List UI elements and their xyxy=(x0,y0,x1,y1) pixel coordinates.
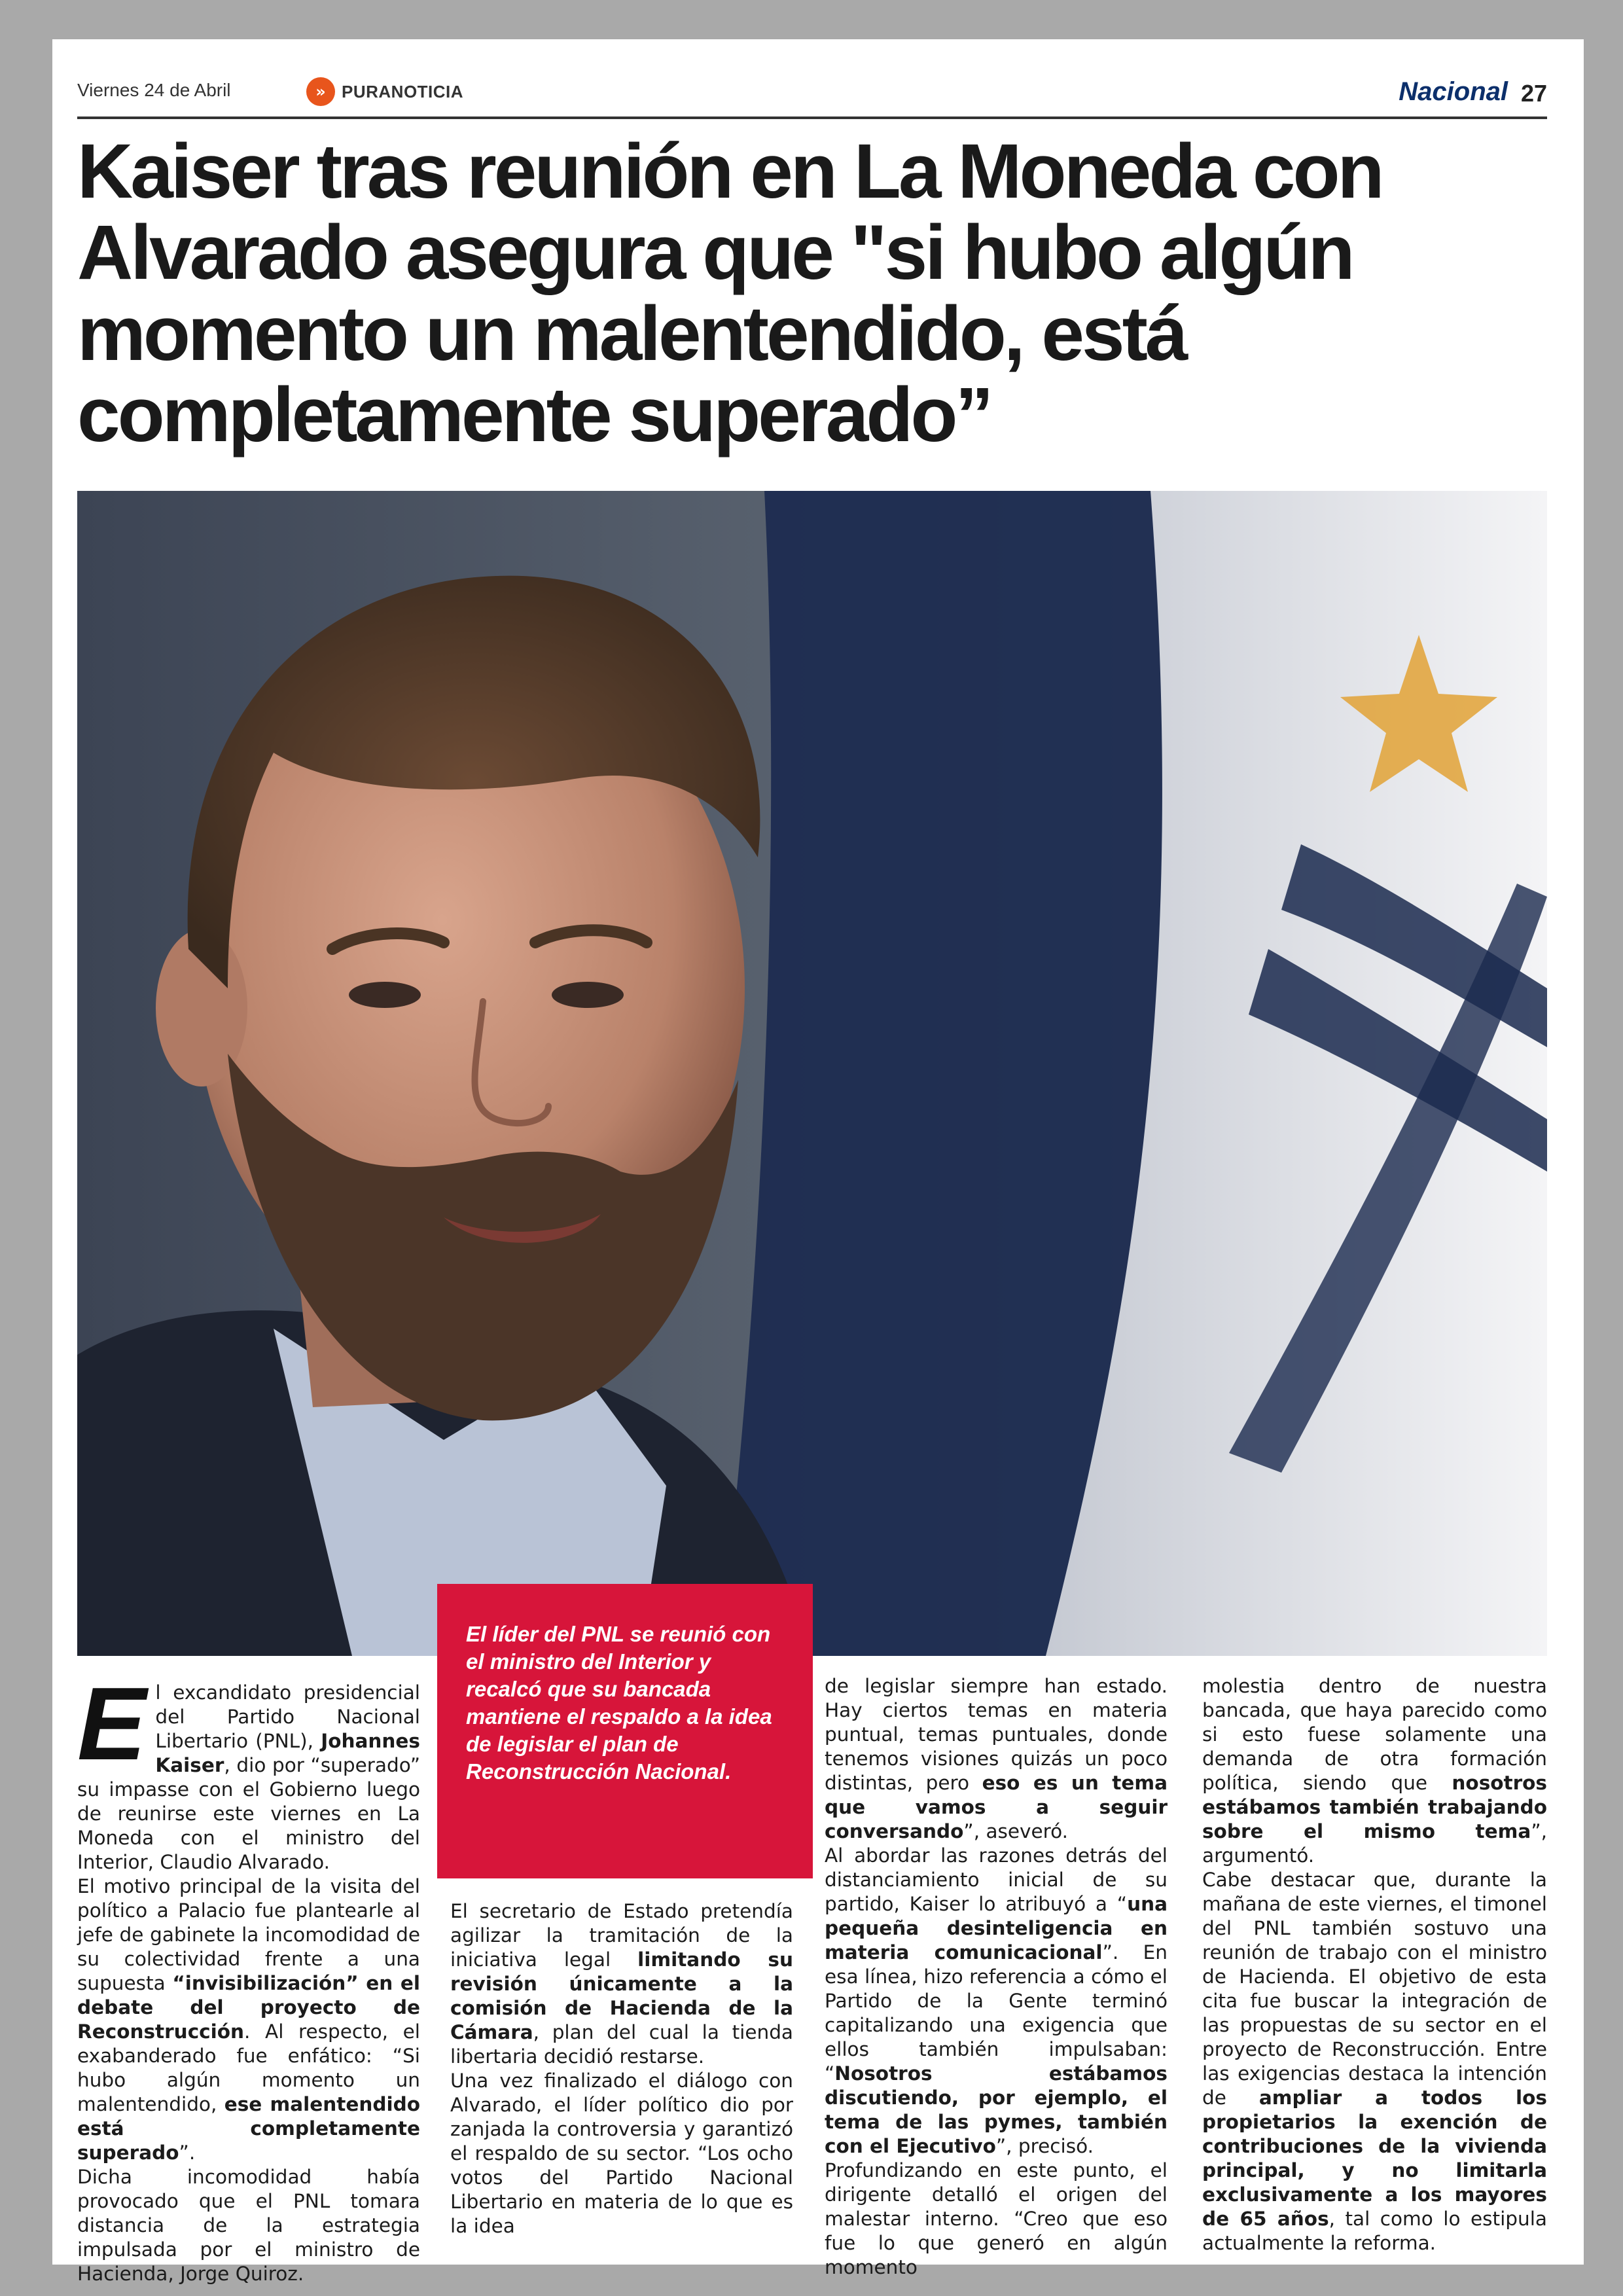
emphasis-text: nosotros estábamos también trabajando sobre el mismo tema xyxy=(1202,1772,1547,1842)
portrait-photo xyxy=(77,491,1547,1656)
article-column-2 xyxy=(450,1899,793,2238)
headline: Kaiser tras reunión en La Moneda con Alvarado asegura que "si hubo algún momento un malentendido, está completamente superado” xyxy=(77,128,1382,458)
logo-arrows-icon: » xyxy=(306,77,335,106)
emphasis-text: eso es un tema que vamos a seguir conversando xyxy=(825,1772,1168,1842)
logo-text: PURANOTICIA xyxy=(342,81,464,101)
photo-illustration xyxy=(77,491,1547,1656)
publication-logo xyxy=(306,77,463,106)
page-header xyxy=(77,77,1547,119)
article-text-1: l excandidato presidencial del Partido Nacional Libertario (PNL), Johannes Kaiser, dio por “superado” su impasse con el Gobierno luego de reunirse este viernes en La Moneda con el ministro del Interior, Claudio Alvarado. El motivo principal de la visita del político a Palacio fue plantearle al jefe de gabinete la incomodidad de su colectividad frente a una supuesta “invisibilización” en el debate del proyecto de Reconstrucción. Al respecto, el exabanderado fue enfático: “Si hubo algún momento un malentendido, ese malentendido está completamente superado”. Dicha incomodidad había provocado que el PNL tomara distancia de la estrategia impulsada por el ministro de Hacienda, Jorge Quiroz. xyxy=(77,1681,421,2285)
emphasis-text: limitando su revisión únicamente a la comisión de Hacienda de la Cámara xyxy=(450,1948,793,2043)
article-text-4: molestia dentro de nuestra bancada, que haya parecido como si esto fuese solamente una demanda de otra formación política, siendo que nosotros estábamos también trabajando sobre el mismo tema”, argumentó. Cabe destacar que, durante la mañana de este viernes, el timonel del PNL también sostuvo una reunión de trabajo con el ministro de Hacienda. El objetivo de esta cita fue buscar la integración de las propuestas de su sector en el proyecto de Reconstrucción. Entre las exigencias destaca la intención de ampliar a todos los propietarios la exención de contribuciones de la vivienda principal, y no limitarla exclusivamente a los mayores de 65 años, tal como lo estipula actualmente la reforma. xyxy=(1202,1675,1547,2254)
article-text-3: de legislar siempre han estado. Hay ciertos temas en materia puntual, temas puntuales, donde tenemos visiones quizás un poco distintas, pero eso es un tema que vamos a seguir conversando”, aseveró. Al abordar las razones detrás del distanciamiento inicial de su partido, Kaiser lo atribuyó a “una pequeña desinteligencia en materia comunicacional”. En esa línea, hizo referencia a cómo el Partido de la Gente terminó capitalizando una exigencia que ellos también impulsaban: “Nosotros estábamos discutiendo, por ejemplo, el tema de las pymes, también con el Ejecutivo”, precisó. Profundizando en este punto, el dirigente detalló el origen del malestar interno. “Creo que eso fue lo que generó en algún momento xyxy=(825,1675,1168,2278)
article-column-1 xyxy=(77,1666,421,2286)
emphasis-text: Johannes Kaiser xyxy=(155,1730,420,1776)
pull-quote: El líder del PNL se reunió con el ministro del Interior y recalcó que su bancada mantiene el respaldo a la idea de legislar el plan de Reconstrucción Nacional. xyxy=(437,1584,813,1878)
article-column-4 xyxy=(1202,1674,1547,2255)
drop-cap: E xyxy=(77,1666,147,1782)
emphasis-text: ese malentendido está completamente superado xyxy=(77,2093,420,2164)
article-text-2: El secretario de Estado pretendía agilizar la tramitación de la iniciativa legal limitando su revisión únicamente a la comisión de Hacienda de la Cámara, plan del cual la tienda libertaria decidió restarse. Una vez finalizado el diálogo con Alvarado, el líder político dio por zanjada la controversia y garantizó el respaldo de su sector. “Los ocho votos del Partido Nacional Libertario en materia de lo que es la idea xyxy=(450,1900,793,2237)
emphasis-text: una pequeña desinteligencia en materia comunicacional xyxy=(825,1893,1168,1964)
emphasis-text: “invisibilización” en el debate del proyecto de Reconstrucción xyxy=(77,1972,421,2043)
issue-date: Viernes 24 de Abril xyxy=(77,80,231,100)
newspaper-page xyxy=(52,39,1584,2285)
page-number: 27 xyxy=(1520,80,1547,107)
emphasis-text: Nosotros estábamos discutiendo, por ejemplo, el tema de las pymes, también con el Ejecutivo xyxy=(825,2062,1168,2157)
article-column-3 xyxy=(825,1674,1168,2280)
emphasis-text: ampliar a todos los propietarios la exención de contribuciones de la vivienda principal, y no limitarla exclusivamente a los mayores de 65 años xyxy=(1202,2087,1547,2230)
section-name: Nacional xyxy=(1399,77,1508,106)
